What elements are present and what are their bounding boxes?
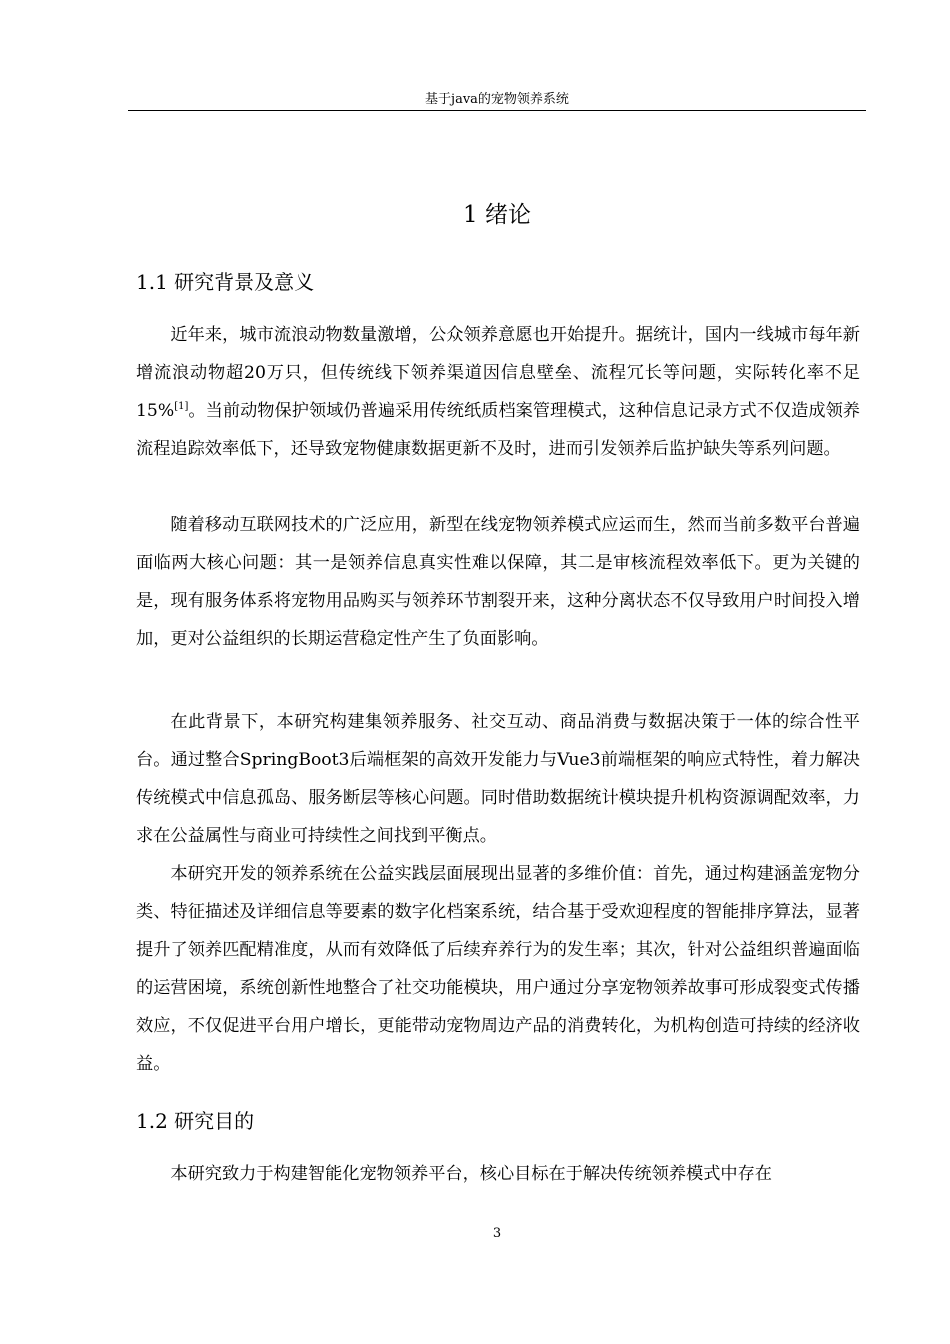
citation-reference: [1] bbox=[174, 401, 189, 412]
running-header: 基于java的宠物领养系统 bbox=[425, 92, 569, 107]
paragraph-background-1 bbox=[136, 316, 860, 468]
paragraph-background-3: 在此背景下，本研究构建集领养服务、社交互动、商品消费与数据决策于一体的综合性平台。通过整合SpringBoot3后端框架的高效开发能力与Vue3前端框架的响应式特性，着力解决传统模式中信息孤岛、服务断层等核心问题。同时借助数据统计模块提升机构资源调配效率，力求在公益属性与商业可持续性之间找到平衡点。 bbox=[136, 712, 860, 846]
chapter-title: 1 绪论 bbox=[463, 202, 531, 228]
paragraph-text: 。当前动物保护领域仍普遍采用传统纸质档案管理模式，这种信息记录方式不仅造成领养流程追踪效率低下，还导致宠物健康数据更新不及时，进而引发领养后监护缺失等系列问题。 bbox=[136, 401, 860, 459]
page-number: 3 bbox=[492, 1226, 502, 1241]
paragraph-text: 近年来，城市流浪动物数量激增，公众领养意愿也开始提升。据统计，国内一线城市每年新增流浪动物超20万只，但传统线下领养渠道因信息壁垒、流程冗长等问题，实际转化率不足15% bbox=[136, 325, 860, 421]
header-divider bbox=[128, 110, 866, 111]
paragraph-background-4: 本研究开发的领养系统在公益实践层面展现出显著的多维价值：首先，通过构建涵盖宠物分类、特征描述及详细信息等要素的数字化档案系统，结合基于受欢迎程度的智能排序算法，显著提升了领养匹配精准度，从而有效降低了后续弃养行为的发生率；其次，针对公益组织普遍面临的运营困境，系统创新性地整合了社交功能模块，用户通过分享宠物领养故事可形成裂变式传播效应，不仅促进平台用户增长，更能带动宠物周边产品的消费转化，为机构创造可持续的经济收益。 bbox=[136, 864, 860, 1074]
section-heading-1-1: 1.1 研究背景及意义 bbox=[136, 270, 315, 294]
paragraph-background-2: 随着移动互联网技术的广泛应用，新型在线宠物领养模式应运而生，然而当前多数平台普遍面临两大核心问题：其一是领养信息真实性难以保障，其二是审核流程效率低下。更为关键的是，现有服务体系将宠物用品购买与领养环节割裂开来，这种分离状态不仅导致用户时间投入增加，更对公益组织的长期运营稳定性产生了负面影响。 bbox=[136, 515, 860, 649]
section-heading-1-2: 1.2 研究目的 bbox=[136, 1109, 255, 1133]
paragraph-purpose-1: 本研究致力于构建智能化宠物领养平台，核心目标在于解决传统领养模式中存在 bbox=[170, 1164, 772, 1184]
